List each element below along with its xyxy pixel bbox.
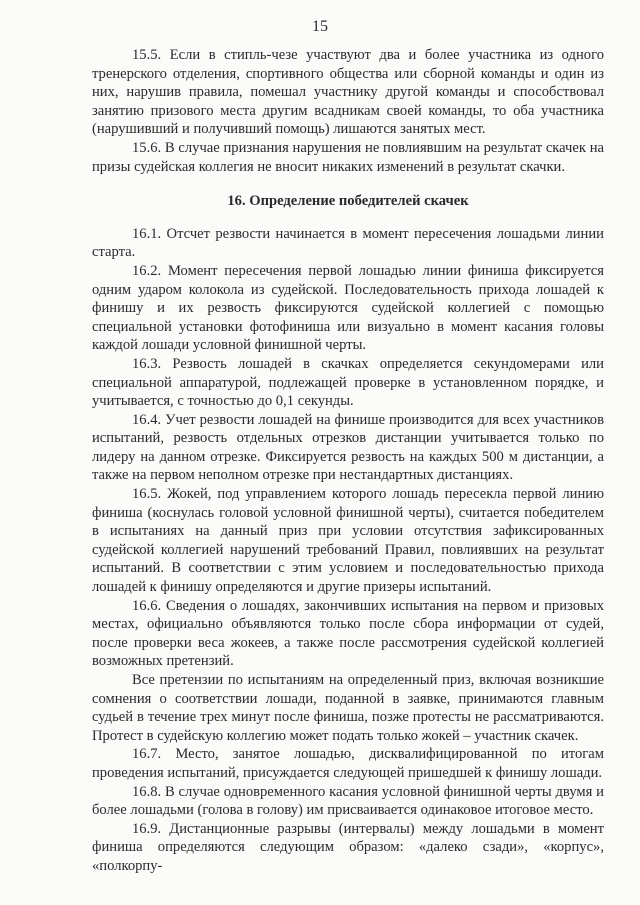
document-body <box>92 46 604 876</box>
paragraph-16-1: 16.1. Отсчет резвости начинается в момент пересечения лошадьми линии старта. <box>92 225 604 261</box>
paragraph-16-4: 16.4. Учет резвости лошадей на финише производится для всех участников испытаний, резвость отдельных отрезков дистанции учитывается только по лидеру на данном отрезке. Фиксируется резвость на каждых 500 м дистанции, а также на первом неполном отрезке при нестандартных дистанциях. <box>92 411 604 484</box>
paragraph-16-9: 16.9. Дистанционные разрывы (интервалы) между лошадьми в момент финиша определяются следующим образом: «далеко сзади», «корпус», «полкорпу- <box>92 820 604 874</box>
paragraph-16-7: 16.7. Место, занятое лошадью, дисквалифицированной по итогам проведения испытаний, присуждается следующей пришедшей к финишу лошади. <box>92 746 604 781</box>
paragraph-16-2: 16.2. Момент пересечения первой лошадью линии финиша фиксируется одним ударом колокола из судейской. Последовательность прихода лошадей к финишу и их резвость фиксируются судейской коллегией с помощью специальной установки фотофиниша или визуально в момент касания головы каждой лошади условной финишной черты. <box>92 262 604 354</box>
paragraph-15-6: 15.6. В случае признания нарушения не повлиявшим на результат скачек на призы судейская коллегия не вносит никаких изменений в результат скачки. <box>92 139 604 175</box>
paragraph-16-8: 16.8. В случае одновременного касания условной финишной черты двумя и более лошадьми (голова в голову) им присваивается одинаковое итоговое место. <box>92 783 604 819</box>
page-number: 15 <box>312 18 328 35</box>
paragraph-16-6: 16.6. Сведения о лошадях, закончивших испытания на первом и призовых местах, официально объявляются только после сбора информации от судей, после проверки веса жокеев, а также после рассмотрения судейской коллегией возможных претензий. <box>92 597 604 670</box>
paragraph-15-5: 15.5. Если в стипль-чезе участвуют два и более участника из одного тренерского отделения, спортивного общества или сборной команды и один из них, нарушив правила, помешал участнику другой команды и способствовал занятию призового места другим всадникам своей команды, то оба участника (нарушивший и получивший помощь) лишаются занятых мест. <box>92 47 604 138</box>
section-heading: 16. Определение победителей скачек <box>227 193 469 210</box>
paragraph-16-5: 16.5. Жокей, под управлением которого лошадь пересекла первой линию финиша (коснулась головой условной финишной черты), считается победителем в испытаниях на данный приз при условии отсутствия зафиксированных судейской коллегией нарушений требований Правил, повлиявших на результат испытаний. В соответствии с этим условием и последовательностью прихода лошадей к финишу определяются и другие призеры испытаний. <box>92 486 604 596</box>
paragraph-16-6-protests: Все претензии по испытаниям на определенный приз, включая возникшие сомнения о соответствии лошади, поданной в заявке, принимаются главным судьей в течение трех минут после финиша, позже протесты не рассматриваются. Протест в судейскую коллегию может подать только жокей – участник скачек. <box>92 672 604 744</box>
paragraph-16-3: 16.3. Резвость лошадей в скачках определяется секундомерами или специальной аппаратурой, подлежащей проверке в установленном порядке, и учитывается, с точностью до 0,1 секунды. <box>92 355 604 410</box>
